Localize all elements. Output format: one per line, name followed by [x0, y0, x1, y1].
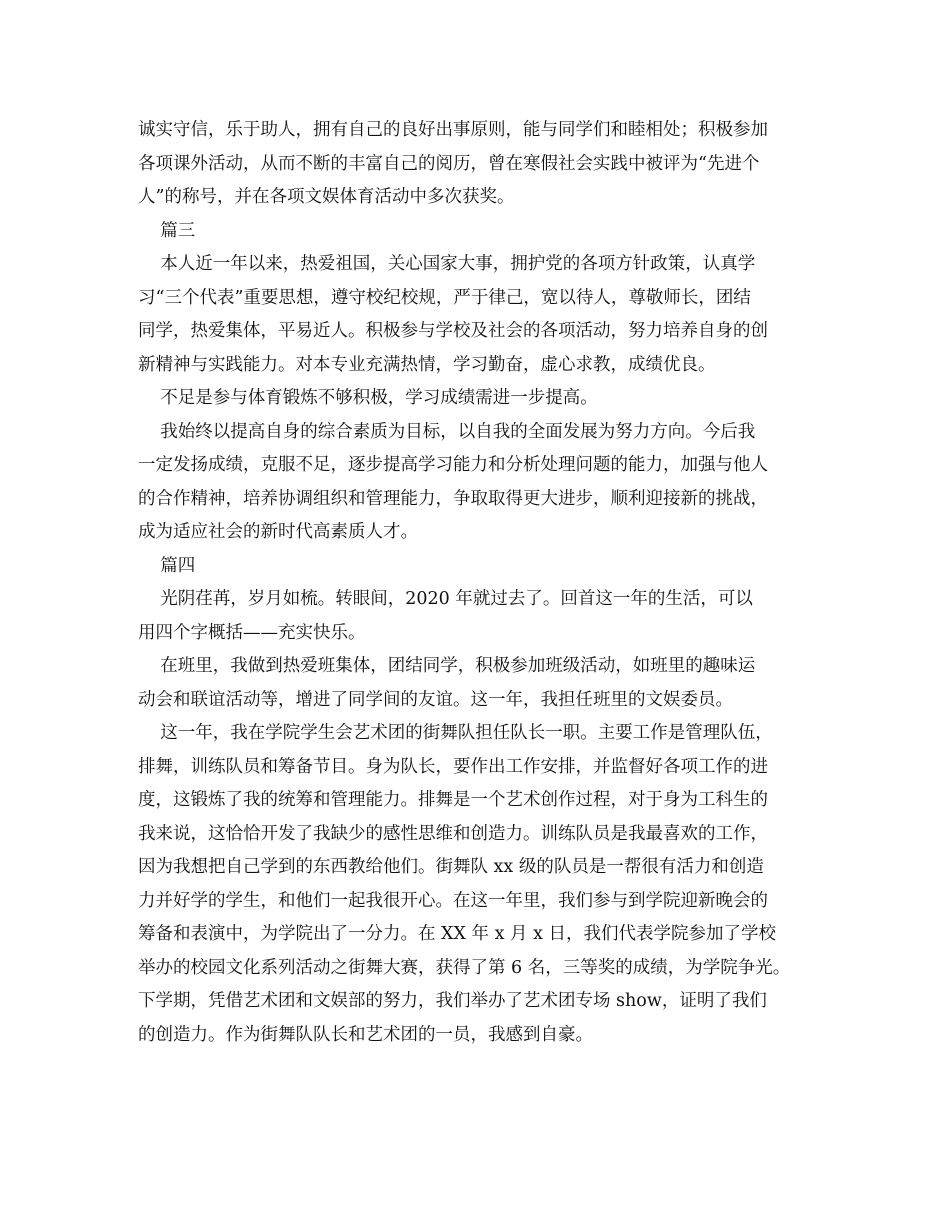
text-line: 诚实守信，乐于助人，拥有自己的良好出事原则，能与同学们和睦相处；积极参加 [138, 120, 768, 140]
text-line: 习“三个代表”重要思想，遵守校纪校规，严于律己，宽以待人，尊敬师长，团结 [138, 287, 751, 308]
text-line: 在班里，我做到热爱班集体，团结同学，积极参加班级活动，如班里的趣味运 [138, 656, 756, 676]
text-line: 人”的称号，并在各项文娱体育活动中多次获奖。 [138, 187, 515, 207]
text-line: 排舞，训练队员和筹备节目。身为队长，要作出工作安排，并监督好各项工作的进 [138, 756, 768, 777]
text-line: 下学期，凭借艺术团和文娱部的努力，我们举办了艺术团专场 show，证明了我们 [138, 991, 767, 1011]
text-line: 举办的校园文化系列活动之街舞大赛，获得了第 6 名，三等奖的成绩，为学院争光。 [138, 957, 791, 978]
text-line: 光阴荏苒，岁月如梳。转眼间，2020 年就过去了。回首这一年的生活，可以 [138, 589, 753, 609]
text-line: 用四个字概括——充实快乐。 [138, 622, 366, 643]
text-line: 力并好学的学生，和他们一起我很开心。在这一年里，我们参与到学院迎新晚会的 [138, 890, 768, 911]
text-line: 的合作精神，培养协调组织和管理能力，争取取得更大进步，顺利迎接新的挑战， [138, 488, 768, 509]
text-line: 动会和联谊活动等，增进了同学间的友谊。这一年，我担任班里的文娱委员。 [138, 689, 733, 710]
text-line: 我来说，这恰恰开发了我缺少的感性思维和创造力。训练队员是我最喜欢的工作， [138, 823, 768, 844]
text-line: 本人近一年以来，热爱祖国，关心国家大事，拥护党的各项方针政策，认真学 [138, 254, 756, 274]
text-line: 这一年，我在学院学生会艺术团的街舞队担任队长一职。主要工作是管理队伍， [138, 723, 773, 743]
text-line: 因为我想把自己学到的东西教给他们。街舞队 xx 级的队员是一帮很有活力和创造 [138, 857, 764, 877]
text-line: 成为适应社会的新时代高素质人才。 [138, 522, 418, 542]
text-line: 各项课外活动，从而不断的丰富自己的阅历，曾在寒假社会实践中被评为“先进个 [138, 153, 760, 174]
text-line: 一定发扬成绩，克服不足，逐步提高学习能力和分析处理问题的能力，加强与他人 [138, 455, 768, 475]
text-line: 新精神与实践能力。对本专业充满热情，学习勤奋，虚心求教，成绩优良。 [138, 354, 716, 375]
document-body [138, 114, 838, 1052]
section-heading: 篇三 [138, 220, 196, 241]
text-line: 筹备和表演中，为学院出了一分力。在 XX 年 x 月 x 日，我们代表学院参加了学校 [138, 924, 777, 944]
text-line: 同学，热爱集体，平易近人。积极参与学校及社会的各项活动，努力培养自身的创 [138, 321, 768, 341]
section-heading: 篇四 [138, 555, 196, 576]
text-line: 我始终以提高自身的综合素质为目标，以自我的全面发展为努力方向。今后我 [138, 421, 756, 442]
text-line: 不足是参与体育锻炼不够积极，学习成绩需进一步提高。 [138, 388, 598, 408]
text-line: 的创造力。作为街舞队队长和艺术团的一员，我感到自豪。 [138, 1024, 593, 1045]
text-line: 度，这锻炼了我的统筹和管理能力。排舞是一个艺术创作过程，对于身为工科生的 [138, 790, 768, 810]
